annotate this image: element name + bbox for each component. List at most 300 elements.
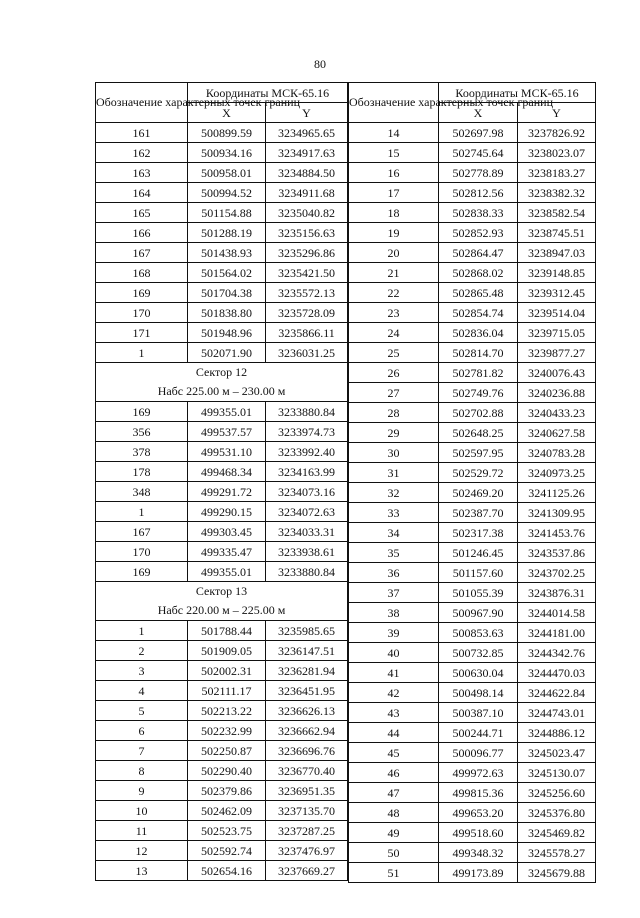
sector-heading: Сектор 12 (96, 363, 348, 383)
coord-y: 3243702.25 (518, 563, 596, 583)
coord-x: 500244.71 (439, 723, 518, 743)
coord-x: 502778.89 (439, 163, 518, 183)
point-number: 8 (96, 761, 188, 781)
table-row (96, 303, 348, 323)
coord-x: 499537.57 (188, 422, 266, 442)
point-number: 17 (349, 183, 439, 203)
coord-x: 499815.36 (439, 783, 518, 803)
table-row (96, 641, 348, 661)
coord-x: 502865.48 (439, 283, 518, 303)
coord-x: 502836.04 (439, 323, 518, 343)
table-row (349, 583, 596, 603)
point-number: 33 (349, 503, 439, 523)
table-row (349, 263, 596, 283)
coord-y: 3234033.31 (266, 522, 348, 542)
coord-x: 501788.44 (188, 621, 266, 641)
coord-y: 3237287.25 (266, 821, 348, 841)
point-number: 178 (96, 462, 188, 482)
point-number: 31 (349, 463, 439, 483)
coord-y: 3236662.94 (266, 721, 348, 741)
point-number: 163 (96, 163, 188, 183)
coord-y: 3240236.88 (518, 383, 596, 403)
table-row (349, 403, 596, 423)
point-number: 15 (349, 143, 439, 163)
coord-x: 500967.90 (439, 603, 518, 623)
point-number: 24 (349, 323, 439, 343)
coord-x: 499531.10 (188, 442, 266, 462)
table-row (349, 623, 596, 643)
coord-x: 502317.38 (439, 523, 518, 543)
coord-y: 3243876.31 (518, 583, 596, 603)
table-row (96, 243, 348, 263)
coord-y: 3238183.27 (518, 163, 596, 183)
table-row (349, 663, 596, 683)
table-row (96, 462, 348, 482)
point-number: 6 (96, 721, 188, 741)
coord-y: 3233880.84 (266, 562, 348, 582)
table-row (96, 502, 348, 522)
coord-x: 502814.70 (439, 343, 518, 363)
coord-y: 3240783.28 (518, 443, 596, 463)
coord-y: 3237826.92 (518, 123, 596, 143)
table-row (96, 562, 348, 582)
point-number: 166 (96, 223, 188, 243)
table-row (349, 543, 596, 563)
table-row (349, 323, 596, 343)
coord-y: 3245256.60 (518, 783, 596, 803)
coord-y: 3236031.25 (266, 343, 348, 363)
table-row (349, 843, 596, 863)
point-number: 9 (96, 781, 188, 801)
coord-y: 3234884.50 (266, 163, 348, 183)
coordinates-table-right (348, 82, 596, 883)
point-number: 12 (96, 841, 188, 861)
coord-y: 3234911.68 (266, 183, 348, 203)
point-number: 46 (349, 763, 439, 783)
coord-y: 3241453.76 (518, 523, 596, 543)
header-designation: Обозначение характерных точек границ (349, 83, 439, 123)
coord-x: 501948.96 (188, 323, 266, 343)
point-number: 36 (349, 563, 439, 583)
coord-y: 3244743.01 (518, 703, 596, 723)
coord-x: 502654.16 (188, 861, 266, 881)
table-row (96, 522, 348, 542)
header-x: X (439, 103, 518, 123)
table-row (349, 743, 596, 763)
point-number: 165 (96, 203, 188, 223)
table-row (96, 781, 348, 801)
coord-y: 3239715.05 (518, 323, 596, 343)
point-number: 1 (96, 621, 188, 641)
point-number: 42 (349, 683, 439, 703)
point-number: 4 (96, 681, 188, 701)
point-number: 16 (349, 163, 439, 183)
coord-y: 3239312.45 (518, 283, 596, 303)
coord-x: 501564.02 (188, 263, 266, 283)
coord-x: 502469.20 (439, 483, 518, 503)
sector-heading: Сектор 13 (96, 582, 348, 602)
coord-y: 3238023.07 (518, 143, 596, 163)
coord-y: 3241309.95 (518, 503, 596, 523)
coord-x: 502379.86 (188, 781, 266, 801)
coord-y: 3236626.13 (266, 701, 348, 721)
coord-y: 3245679.88 (518, 863, 596, 883)
coord-x: 502702.88 (439, 403, 518, 423)
table-row (349, 803, 596, 823)
coord-y: 3238947.03 (518, 243, 596, 263)
point-number: 51 (349, 863, 439, 883)
header-coords: Координаты МСК-65.16 (188, 83, 348, 103)
coord-x: 501438.93 (188, 243, 266, 263)
table-row (96, 542, 348, 562)
coord-y: 3236770.40 (266, 761, 348, 781)
coord-y: 3234917.63 (266, 143, 348, 163)
coord-y: 3239877.27 (518, 343, 596, 363)
point-number: 162 (96, 143, 188, 163)
coord-x: 502387.70 (439, 503, 518, 523)
coord-x: 502002.31 (188, 661, 266, 681)
table-row (349, 303, 596, 323)
coord-y: 3238745.51 (518, 223, 596, 243)
coord-y: 3244470.03 (518, 663, 596, 683)
point-number: 37 (349, 583, 439, 603)
coord-y: 3240627.58 (518, 423, 596, 443)
coord-x: 502290.40 (188, 761, 266, 781)
point-number: 19 (349, 223, 439, 243)
coord-x: 500387.10 (439, 703, 518, 723)
table-row (96, 223, 348, 243)
table-row (349, 383, 596, 403)
table-row (96, 861, 348, 881)
coord-y: 3237476.97 (266, 841, 348, 861)
point-number: 29 (349, 423, 439, 443)
coord-x: 502697.98 (439, 123, 518, 143)
point-number: 26 (349, 363, 439, 383)
coord-y: 3239514.04 (518, 303, 596, 323)
coord-x: 499348.32 (439, 843, 518, 863)
point-number: 28 (349, 403, 439, 423)
coord-y: 3235728.09 (266, 303, 348, 323)
coord-x: 501246.45 (439, 543, 518, 563)
point-number: 30 (349, 443, 439, 463)
coord-y: 3235985.65 (266, 621, 348, 641)
coord-x: 502597.95 (439, 443, 518, 463)
point-number: 348 (96, 482, 188, 502)
table-row (349, 503, 596, 523)
coord-x: 499355.01 (188, 562, 266, 582)
coord-y: 3241125.26 (518, 483, 596, 503)
point-number: 161 (96, 123, 188, 143)
point-number: 13 (96, 861, 188, 881)
point-number: 164 (96, 183, 188, 203)
coord-y: 3234965.65 (266, 123, 348, 143)
coord-y: 3240433.23 (518, 403, 596, 423)
coord-x: 502868.02 (439, 263, 518, 283)
table-row (96, 621, 348, 641)
table-row (96, 183, 348, 203)
table-row (96, 163, 348, 183)
point-number: 20 (349, 243, 439, 263)
table-row (96, 482, 348, 502)
table-row (349, 223, 596, 243)
table-row (96, 323, 348, 343)
table-row (349, 443, 596, 463)
point-number: 3 (96, 661, 188, 681)
coord-x: 501157.60 (439, 563, 518, 583)
point-number: 27 (349, 383, 439, 403)
point-number: 356 (96, 422, 188, 442)
point-number: 5 (96, 701, 188, 721)
coord-x: 499468.34 (188, 462, 266, 482)
coord-y: 3234163.99 (266, 462, 348, 482)
sector-heading: Набс 225.00 м – 230.00 м (96, 382, 348, 402)
table-row (96, 841, 348, 861)
table-row (349, 423, 596, 443)
point-number: 21 (349, 263, 439, 283)
table-row (349, 483, 596, 503)
coord-x: 500994.52 (188, 183, 266, 203)
coord-y: 3235040.82 (266, 203, 348, 223)
coord-y: 3235572.13 (266, 283, 348, 303)
coord-x: 502523.75 (188, 821, 266, 841)
coordinates-table-left (95, 82, 348, 881)
coord-x: 500498.14 (439, 683, 518, 703)
table-row (96, 143, 348, 163)
coord-x: 502648.25 (439, 423, 518, 443)
table-row (349, 123, 596, 143)
coord-y: 3237135.70 (266, 801, 348, 821)
coord-x: 501838.80 (188, 303, 266, 323)
table-row (96, 343, 348, 363)
sector-heading-row (96, 582, 348, 602)
header-x: X (188, 103, 266, 123)
table-row (349, 183, 596, 203)
coord-x: 502749.76 (439, 383, 518, 403)
table-row (349, 163, 596, 183)
coord-x: 499291.72 (188, 482, 266, 502)
header-y: Y (266, 103, 348, 123)
coord-x: 499173.89 (439, 863, 518, 883)
coord-x: 499303.45 (188, 522, 266, 542)
coord-y: 3244622.84 (518, 683, 596, 703)
point-number: 49 (349, 823, 439, 843)
coord-x: 502213.22 (188, 701, 266, 721)
table-row (349, 143, 596, 163)
coord-y: 3244181.00 (518, 623, 596, 643)
coord-y: 3235156.63 (266, 223, 348, 243)
coord-y: 3245469.82 (518, 823, 596, 843)
coord-x: 500630.04 (439, 663, 518, 683)
coord-y: 3245130.07 (518, 763, 596, 783)
table-row (96, 442, 348, 462)
coord-y: 3234072.63 (266, 502, 348, 522)
coord-x: 501704.38 (188, 283, 266, 303)
sector-heading-row (96, 382, 348, 402)
point-number: 39 (349, 623, 439, 643)
coord-y: 3244886.12 (518, 723, 596, 743)
point-number: 35 (349, 543, 439, 563)
coord-y: 3244014.58 (518, 603, 596, 623)
point-number: 169 (96, 562, 188, 582)
coord-y: 3236147.51 (266, 641, 348, 661)
point-number: 48 (349, 803, 439, 823)
table-row (349, 683, 596, 703)
table-row (349, 863, 596, 883)
coord-x: 499290.15 (188, 502, 266, 522)
table-row (349, 283, 596, 303)
table-row (96, 681, 348, 701)
coord-x: 499335.47 (188, 542, 266, 562)
table-row (96, 801, 348, 821)
point-number: 47 (349, 783, 439, 803)
point-number: 40 (349, 643, 439, 663)
table-row (96, 701, 348, 721)
header-coords: Координаты МСК-65.16 (439, 83, 596, 103)
table-row (96, 741, 348, 761)
point-number: 32 (349, 483, 439, 503)
point-number: 22 (349, 283, 439, 303)
coord-x: 502462.09 (188, 801, 266, 821)
table-row (349, 823, 596, 843)
sector-heading: Набс 220.00 м – 225.00 м (96, 601, 348, 621)
table-row (349, 463, 596, 483)
table-row (349, 343, 596, 363)
point-number: 43 (349, 703, 439, 723)
table-row (96, 761, 348, 781)
coord-x: 502745.64 (439, 143, 518, 163)
coord-x: 500732.85 (439, 643, 518, 663)
point-number: 10 (96, 801, 188, 821)
point-number: 168 (96, 263, 188, 283)
table-row (96, 263, 348, 283)
point-number: 7 (96, 741, 188, 761)
point-number: 2 (96, 641, 188, 661)
point-number: 169 (96, 283, 188, 303)
point-number: 171 (96, 323, 188, 343)
point-number: 41 (349, 663, 439, 683)
point-number: 45 (349, 743, 439, 763)
point-number: 23 (349, 303, 439, 323)
point-number: 34 (349, 523, 439, 543)
table-row (349, 243, 596, 263)
table-row (349, 523, 596, 543)
coord-x: 502838.33 (439, 203, 518, 223)
coord-x: 502852.93 (439, 223, 518, 243)
coord-x: 502812.56 (439, 183, 518, 203)
coord-x: 502529.72 (439, 463, 518, 483)
coord-y: 3238582.54 (518, 203, 596, 223)
point-number: 169 (96, 402, 188, 422)
point-number: 167 (96, 522, 188, 542)
coord-x: 502781.82 (439, 363, 518, 383)
table-row (96, 721, 348, 741)
point-number: 1 (96, 502, 188, 522)
table-row (96, 123, 348, 143)
coord-x: 502592.74 (188, 841, 266, 861)
point-number: 1 (96, 343, 188, 363)
table-row (96, 203, 348, 223)
coord-y: 3237669.27 (266, 861, 348, 881)
coord-x: 502111.17 (188, 681, 266, 701)
coord-y: 3235421.50 (266, 263, 348, 283)
table-row (349, 563, 596, 583)
coord-x: 500899.59 (188, 123, 266, 143)
point-number: 170 (96, 542, 188, 562)
coord-x: 500853.63 (439, 623, 518, 643)
coord-y: 3234073.16 (266, 482, 348, 502)
coord-x: 501154.88 (188, 203, 266, 223)
coord-y: 3233938.61 (266, 542, 348, 562)
coord-x: 499653.20 (439, 803, 518, 823)
point-number: 11 (96, 821, 188, 841)
coord-y: 3245023.47 (518, 743, 596, 763)
point-number: 38 (349, 603, 439, 623)
coord-x: 501055.39 (439, 583, 518, 603)
coord-x: 502854.74 (439, 303, 518, 323)
point-number: 25 (349, 343, 439, 363)
table-row (349, 703, 596, 723)
coord-y: 3235296.86 (266, 243, 348, 263)
table-row (349, 603, 596, 623)
table-row (96, 283, 348, 303)
point-number: 44 (349, 723, 439, 743)
sector-heading-row (96, 363, 348, 383)
coord-y: 3240973.25 (518, 463, 596, 483)
coord-x: 500958.01 (188, 163, 266, 183)
coord-x: 502864.47 (439, 243, 518, 263)
coord-y: 3235866.11 (266, 323, 348, 343)
coord-x: 501288.19 (188, 223, 266, 243)
coord-y: 3236696.76 (266, 741, 348, 761)
sector-heading-row (96, 601, 348, 621)
header-designation: Обозначение характерных точек границ (96, 83, 188, 123)
coord-x: 500934.16 (188, 143, 266, 163)
coord-x: 499518.60 (439, 823, 518, 843)
coord-y: 3245578.27 (518, 843, 596, 863)
table-row (349, 763, 596, 783)
point-number: 167 (96, 243, 188, 263)
coord-y: 3238382.32 (518, 183, 596, 203)
coord-y: 3233880.84 (266, 402, 348, 422)
header-y: Y (518, 103, 596, 123)
coord-x: 502232.99 (188, 721, 266, 741)
table-row (96, 821, 348, 841)
point-number: 378 (96, 442, 188, 462)
coord-y: 3236451.95 (266, 681, 348, 701)
coord-y: 3236951.35 (266, 781, 348, 801)
coord-x: 501909.05 (188, 641, 266, 661)
coord-x: 499355.01 (188, 402, 266, 422)
coord-y: 3245376.80 (518, 803, 596, 823)
point-number: 170 (96, 303, 188, 323)
coord-y: 3243537.86 (518, 543, 596, 563)
coord-y: 3244342.76 (518, 643, 596, 663)
coord-y: 3233974.73 (266, 422, 348, 442)
table-row (349, 203, 596, 223)
coord-y: 3233992.40 (266, 442, 348, 462)
point-number: 14 (349, 123, 439, 143)
table-row (349, 783, 596, 803)
coord-x: 502071.90 (188, 343, 266, 363)
table-row (349, 723, 596, 743)
coord-y: 3239148.85 (518, 263, 596, 283)
coord-x: 500096.77 (439, 743, 518, 763)
point-number: 18 (349, 203, 439, 223)
coord-y: 3236281.94 (266, 661, 348, 681)
coord-x: 502250.87 (188, 741, 266, 761)
coord-x: 499972.63 (439, 763, 518, 783)
coord-y: 3240076.43 (518, 363, 596, 383)
